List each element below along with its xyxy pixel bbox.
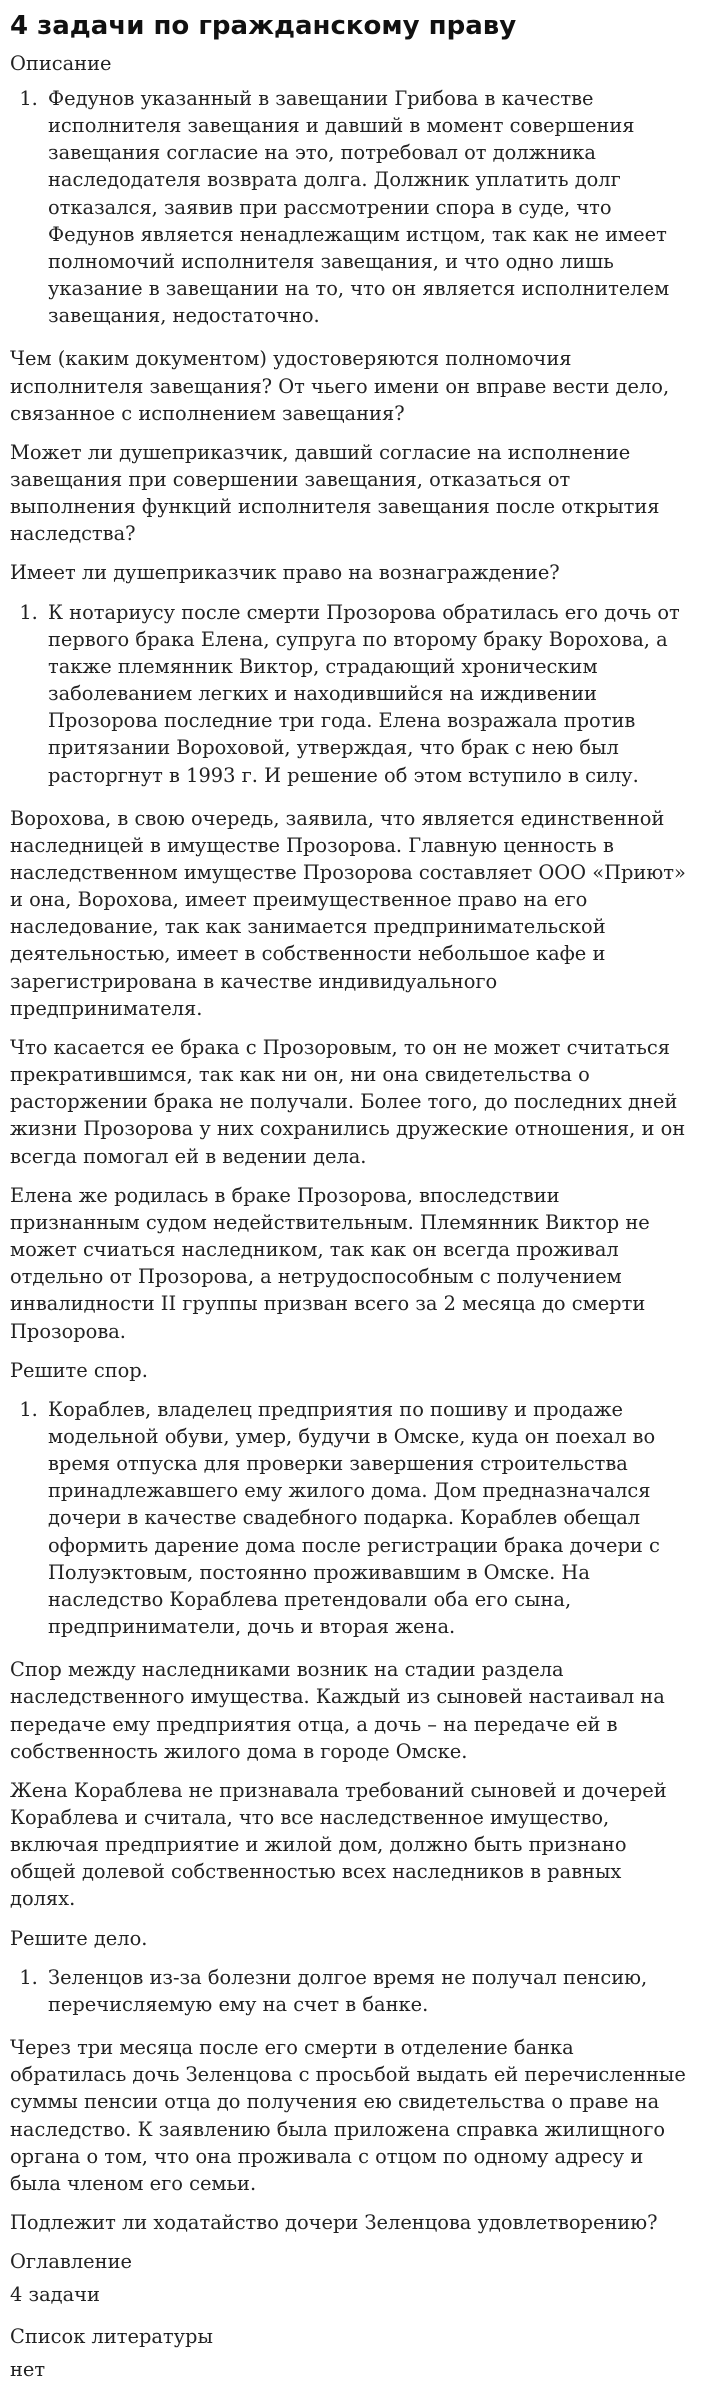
task-2-paragraph: Решите спор. bbox=[10, 1358, 148, 1382]
task-3-paragraph: Спор между наследниками возник на стадии раздела наследственного имущества. Каждый из сыновей настаивал на передаче ему предприятия отца, а дочь – на передаче ей в собственность жилого дома в городе Омске. bbox=[10, 1658, 665, 1763]
task-list-1 bbox=[10, 85, 691, 329]
task-1-paragraph: Имеет ли душеприказчик право на вознаграждение? bbox=[10, 561, 560, 585]
table-of-contents bbox=[10, 2248, 691, 2308]
literature-value: нет bbox=[10, 2357, 46, 2381]
task-item-2: 1. К нотариусу после смерти Прозорова обратилась его дочь от первого брака Елена, супруга по второму браку Ворохова, а также племянник Виктор, страдающий хроническим заболеванием легких и находившийся на иждивении Прозорова последние три года. Елена возражала против притязании Вороховой, утверждая, что брак с нею был расторгнут в 1993 г. И решение об этом вступило в силу. bbox=[44, 599, 691, 789]
task-2-paragraph: Елена же родилась в браке Прозорова, впоследствии признанным судом недействительным. Племянник Виктор не может счиаться наследником, так как он всегда проживал отдельно от Прозорова, а нетрудоспособным с получением инвалидности II группы призван всего за 2 месяца до смерти Прозорова. bbox=[10, 1183, 650, 1343]
task-list-3 bbox=[10, 1396, 691, 1640]
task-1-paragraph: Может ли душеприказчик, давший согласие на исполнение завещания при совершении завещания, отказаться от выполнения функций исполнителя завещания после открытия наследства? bbox=[10, 440, 660, 546]
task-item-4: 1. Зеленцов из-за болезни долгое время не получал пенсию, перечисляемую ему на счет в банке. bbox=[44, 1964, 691, 2018]
description-label: Описание bbox=[10, 51, 112, 75]
literature-label: Список литературы bbox=[10, 2324, 213, 2348]
task-4-paragraph: Подлежит ли ходатайство дочери Зеленцова удовлетворению? bbox=[10, 2211, 658, 2235]
page-title: 4 задачи по гражданскому праву bbox=[10, 11, 517, 41]
literature-section bbox=[10, 2323, 691, 2383]
task-item-1: 1. Федунов указанный в завещании Грибова в качестве исполнителя завещания и давший в момент совершения завещания согласие на это, потребовал от должника наследодателя возврата долга. Должник уплатить долг отказался, заявив при рассмотрении спора в суде, что Федунов является ненадлежащим истцом, так как не имеет полномочий исполнителя завещания, и что одно лишь указание в завещании на то, что он является исполнителем завещания, недостаточно. bbox=[44, 85, 691, 329]
task-list-2 bbox=[10, 599, 691, 789]
task-2-paragraph: Ворохова, в свою очередь, заявила, что является единственной наследницей в имуществе Прозорова. Главную ценность в наследственном имуществе Прозорова составляет ООО «Приют» и она, Ворохова, имеет преимущественное право на его наследование, так как занимается предпринимательской деятельностью, имеет в собственности небольшое кафе и зарегистрирована в качестве индивидуального предпринимателя. bbox=[10, 806, 686, 1020]
task-3-paragraph: Решите дело. bbox=[10, 1926, 148, 1950]
task-item-3: 1. Кораблев, владелец предприятия по пошиву и продаже модельной обуви, умер, будучи в Омске, куда он поехал во время отпуска для проверки завершения строительства принадлежавшего ему жилого дома. Дом предназначался дочери в качестве свадебного подарка. Кораблев обещал оформить дарение дома после регистрации брака дочери с Полуэктовым, постоянно проживавшим в Омске. На наследство Кораблева претендовали оба его сына, предприниматели, дочь и вторая жена. bbox=[44, 1396, 691, 1640]
task-2-paragraph: Что касается ее брака с Прозоровым, то он не может считаться прекратившимся, так как ни он, ни она свидетельства о расторжении брака не получали. Более того, до последних дней жизни Прозорова у них сохранились дружеские отношения, и он всегда помогал ей в ведении дела. bbox=[10, 1035, 686, 1168]
task-4-paragraph: Через три месяца после его смерти в отделение банка обратилась дочь Зеленцова с просьбой выдать ей перечисленные суммы пенсии отца до получения ею свидетельства о праве на наследство. К заявлению была приложена справка жилищного органа о том, что она проживала с отцом по одному адресу и была членом его семьи. bbox=[10, 2036, 686, 2195]
toc-label: Оглавление bbox=[10, 2250, 132, 2274]
toc-value: 4 задачи bbox=[10, 2283, 100, 2307]
task-1-paragraph: Чем (каким документом) удостоверяются полномочия исполнителя завещания? От чьего имени он вправе вести дело, связанное с исполнением завещания? bbox=[10, 347, 670, 425]
task-3-paragraph: Жена Кораблева не признавала требований сыновей и дочерей Кораблева и считала, что все наследственное имущество, включая предприятие и жилой дом, должно быть признано общей долевой собственностью всех наследников в равных долях. bbox=[10, 1778, 667, 1911]
task-list-4 bbox=[10, 1964, 691, 2018]
